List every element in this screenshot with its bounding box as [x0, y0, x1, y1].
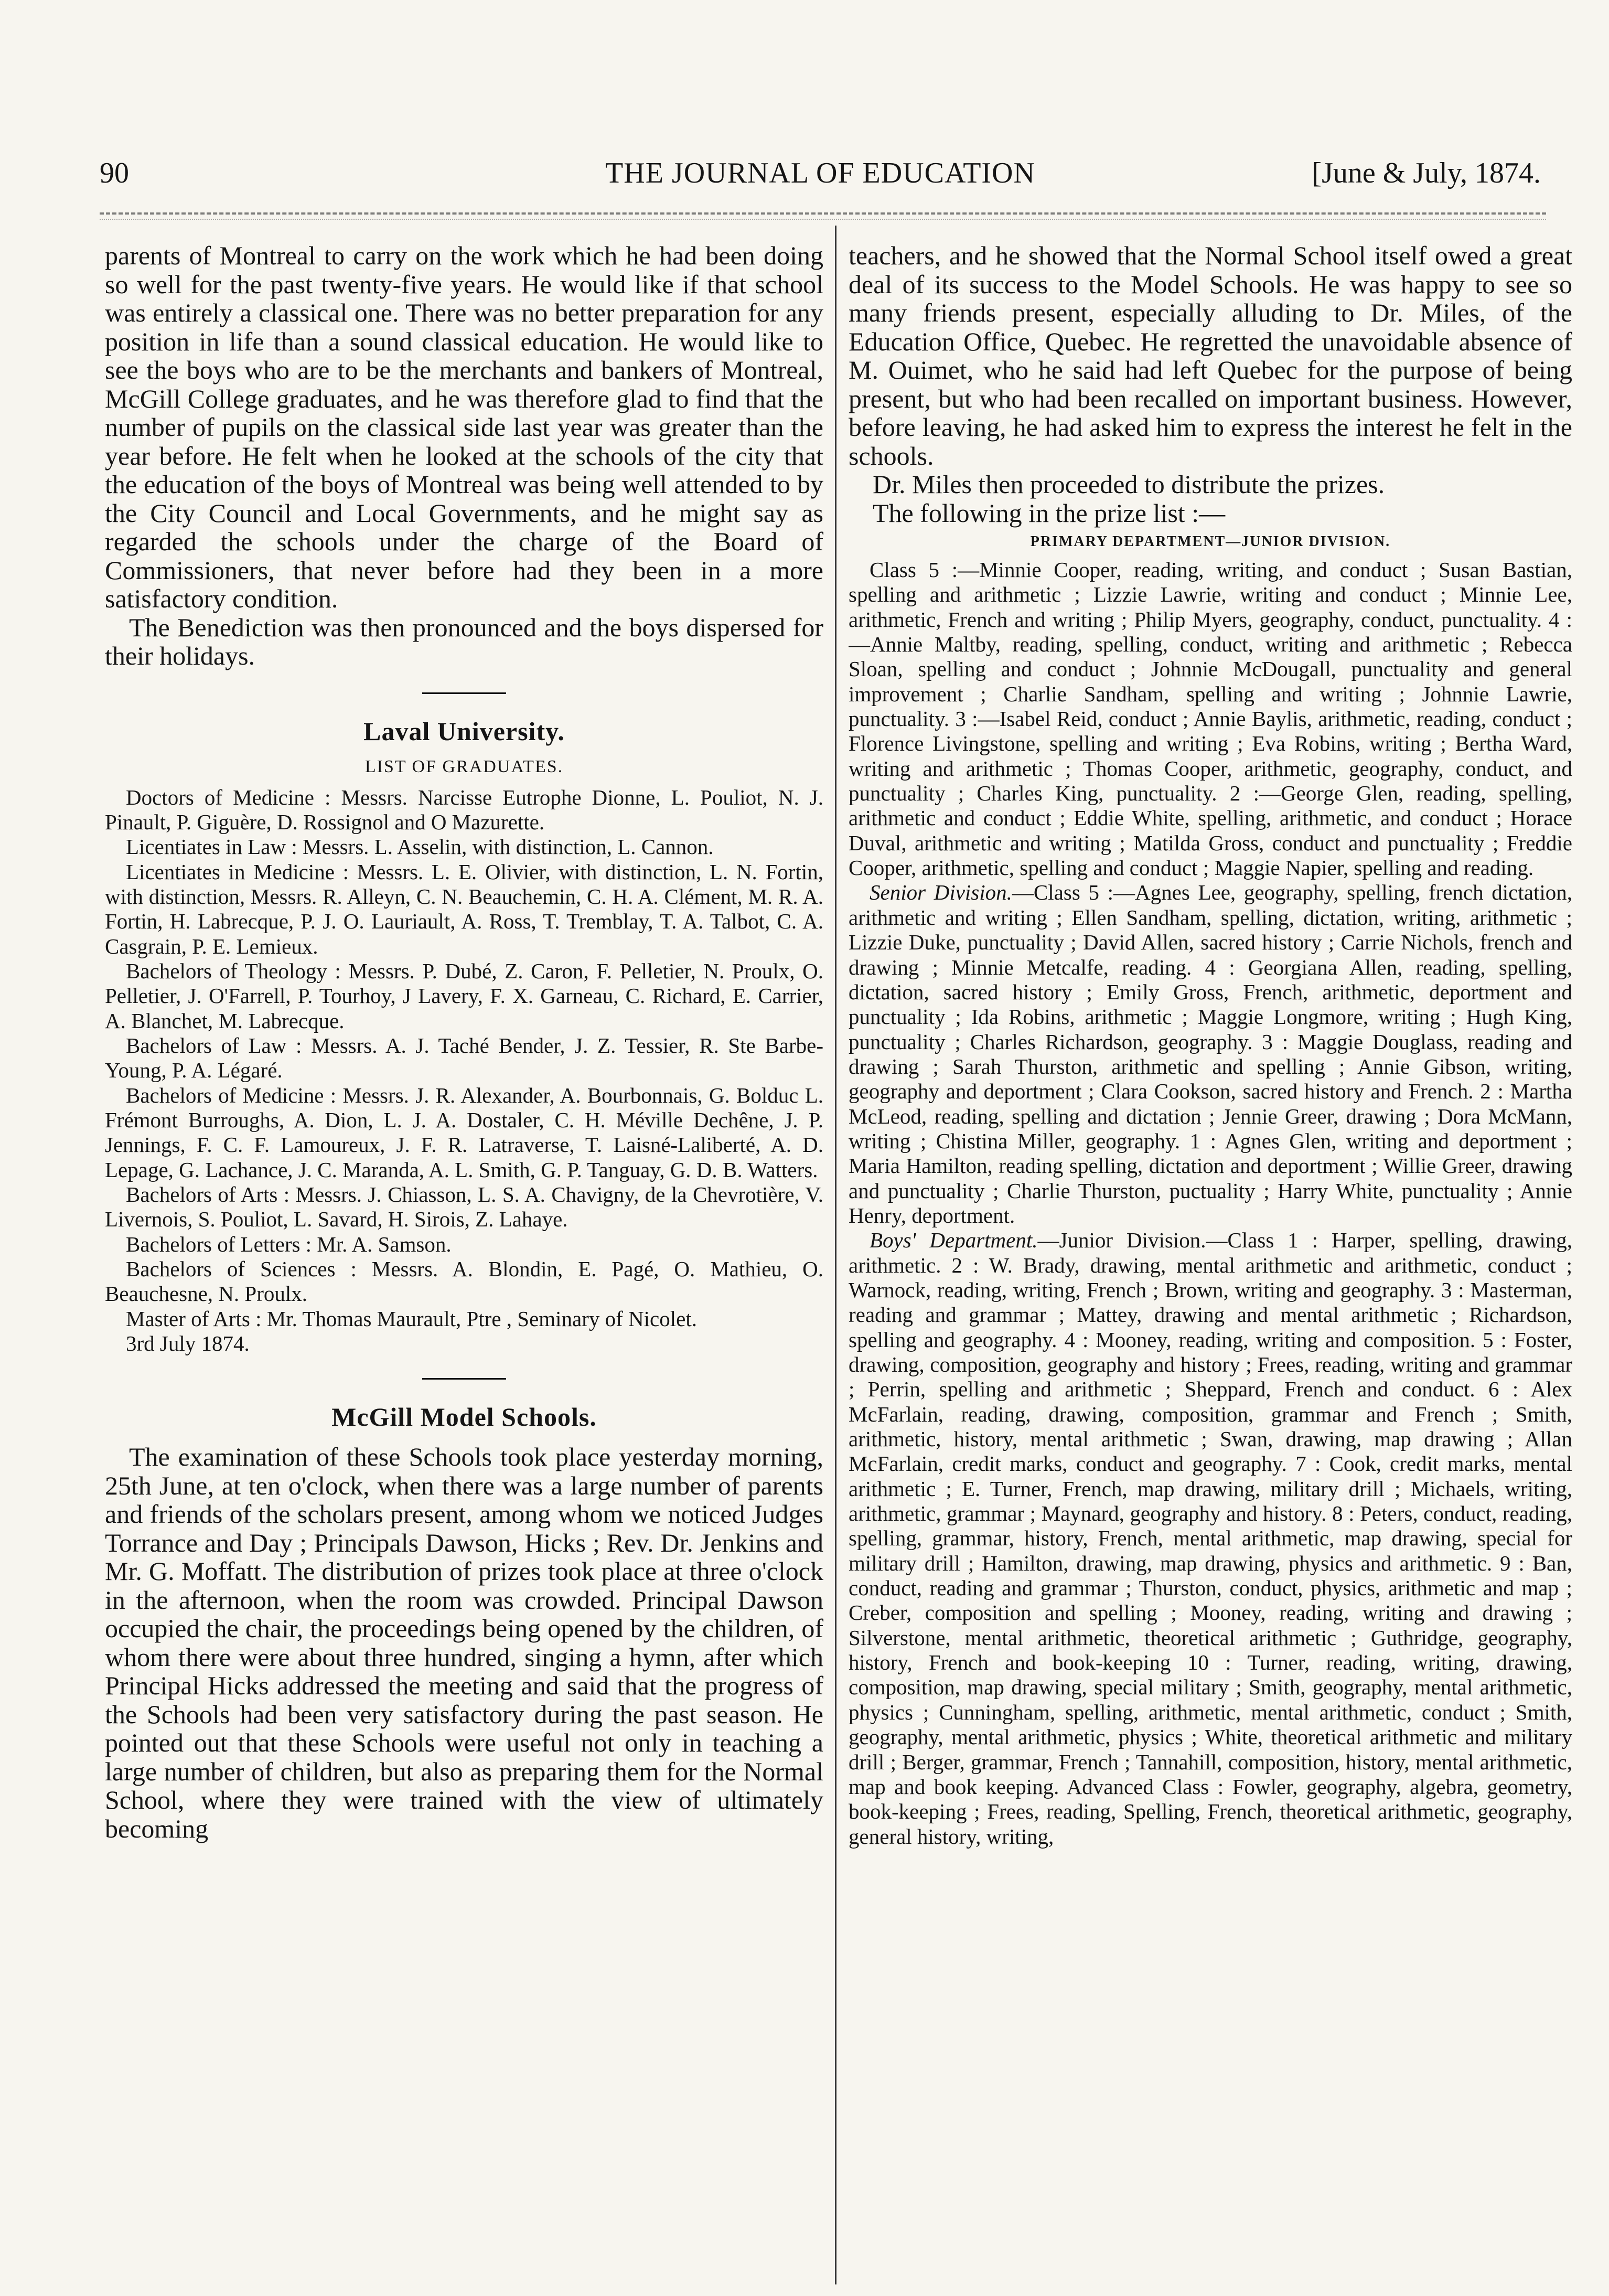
page-header	[100, 149, 1541, 197]
graduates-date: 3rd July 1874.	[126, 1331, 250, 1356]
graduates-entry: Bachelors of Sciences : Messrs. A. Blondin, E. Pagé, O. Mathieu, O. Beauchesne, N. Proulx.	[105, 1257, 823, 1306]
senior-division-text: —Class 5 :—Agnes Lee, geography, spelling, french dictation, arithmetic and writing ; Ellen Sandham, spelling, dictation, writing, arithmetic ; Lizzie Duke, punctuality ; David Allen, sacred history ; Carrie Nichols, french and drawing ; Minnie Metcalfe, reading. 4 : Georgiana Allen, reading, spelling, dictation, sacred history ; Emily Gross, French, arithmetic, deportment and punctuality ; Ida Robins, arithmetic ; Maggie Longmore, writing ; Hugh King, punctuality ; Charles Richardson, geography. 3 : Maggie Douglass, reading and drawing ; Sarah Thurston, arithmetic and spelling ; Annie Gibson, writing, geography and deportment ; Clara Cookson, sacred history and French. 2 : Martha McLeod, reading, spelling and dictation ; Jennie Greer, drawing ; Dora McMann, writing ; Chistina Miller, geography. 1 : Agnes Glen, writing and deportment ; Maria Hamilton, reading spelling, dictation and deportment ; Willie Greer, drawing and punctuality ; Charlie Thurston, puctuality ; Harry White, punctuality ; Annie Henry, deportment.	[849, 880, 1572, 1227]
section-separator	[422, 1378, 506, 1380]
department-heading: PRIMARY DEPARTMENT—JUNIOR DIVISION.	[1030, 533, 1391, 550]
senior-division-label: Senior Division.	[870, 880, 1012, 905]
prize-list-senior	[849, 880, 1572, 1228]
paragraph-benediction: The Benediction was then pronounced and the boys dispersed for their holidays.	[105, 612, 823, 670]
graduates-entry: Bachelors of Law : Messrs. A. J. Taché Bender, J. Z. Tessier, R. Ste Barbe-Young, P. A. Légaré.	[105, 1033, 823, 1083]
mcgill-heading: McGill Model Schools.	[331, 1402, 597, 1432]
graduates-entry: Bachelors of Theology : Messrs. P. Dubé, Z. Caron, F. Pelletier, N. Proulx, O. Pelletier, J. O'Farrell, P. Tourhoy, J Lavery, F. X. Garneau, C. Richard, E. Carrier, A. Blanchet, M. Labrecque.	[105, 958, 823, 1033]
left-column	[105, 241, 823, 2277]
page-number: 90	[100, 157, 129, 189]
prize-list-boys	[849, 1228, 1572, 1849]
column-divider	[835, 226, 836, 2284]
right-column	[849, 241, 1572, 2284]
graduates-entry: Bachelors of Medicine : Messrs. J. R. Alexander, A. Bourbonnais, G. Bolduc L. Frémont Burroughs, A. Dion, L. J. A. Dostaler, C. H. Méville Dechêne, J. P. Jennings, F. C. F. Lamoureux, J. F. R. Latraverse, T. Laisné-Laliberté, A. D. Lepage, G. Lachance, J. C. Maranda, A. L. Smith, G. P. Tanguay, G. D. B. Watters.	[105, 1083, 823, 1182]
graduates-heading: LIST OF GRADUATES.	[364, 756, 564, 776]
boys-department-label: Boys' Department.	[870, 1228, 1038, 1253]
journal-title: THE JOURNAL OF EDUCATION	[605, 157, 1035, 189]
paragraph-teachers: teachers, and he showed that the Normal School itself owed a great deal of its success to the Model Schools. He was happy to see so many friends present, especially alluding to Dr. Miles, of the Education Office, Quebec. He regretted the unavoidable absence of M. Ouimet, who he said had left Quebec for the purpose of being present, but who had been recalled on important business. However, before leaving, he had asked him to express the interest he felt in the schools.	[849, 241, 1572, 471]
graduates-entry: Licentiates in Medicine : Messrs. L. E. Olivier, with distinction, L. N. Fortin, with distinction, Messrs. R. Alleyn, C. N. Beauchemin, C. H. A. Clément, M. R. A. Fortin, H. Labrecque, P. J. O. Lauriault, A. Ross, T. Tremblay, T. A. Talbot, C. A. Casgrain, P. E. Lemieux.	[105, 859, 823, 958]
graduates-entry: Bachelors of Letters : Mr. A. Samson.	[126, 1232, 452, 1256]
paragraph-intro: parents of Montreal to carry on the work which he had been doing so well for the past twenty-five years. He would like if that school was entirely a classical one. There was no better preparation for any position in life than a sound classical education. He would like to see the boys who are to be the merchants and bankers of Montreal, McGill College graduates, and he was therefore glad to find that the number of pupils on the classical side last year was greater than the year before. He felt when he looked at the schools of the city that the education of the boys of Montreal was being well attended to by the City Council and Local Governments, and he might say as regarded the schools under the charge of the Board of Commissioners, that never before had they been in a more satisfactory condition.	[105, 241, 823, 613]
graduates-entry: Bachelors of Arts : Messrs. J. Chiasson, L. S. A. Chavigny, de la Chevrotière, V. Livernois, S. Pouliot, L. Savard, H. Sirois, Z. Lahaye.	[105, 1182, 823, 1232]
header-rule	[100, 212, 1546, 220]
prize-list-junior: Class 5 :—Minnie Cooper, reading, writing, and conduct ; Susan Bastian, spelling and arithmetic ; Lizzie Lawrie, writing and conduct ; Minnie Lee, arithmetic, French and writing ; Philip Myers, geography, conduct, punctuality. 4 :—Annie Maltby, reading, spelling, conduct, writing and arithmetic ; Rebecca Sloan, spelling and conduct ; Johnnie McDougall, punctuality and general improvement ; Charlie Sandham, spelling and writing ; Johnnie Lawrie, punctuality. 3 :—Isabel Reid, conduct ; Annie Baylis, arithmetic, reading, conduct ; Florence Livingstone, spelling and writing ; Eva Robins, writing ; Bertha Ward, writing and arithmetic ; Thomas Cooper, arithmetic, geography, conduct, and punctuality ; Charles King, punctuality. 2 :—George Glen, reading, spelling, arithmetic and conduct ; Eddie White, spelling, arithmetic, and conduct ; Horace Duval, arithmetic and writing ; Matilda Gross, conduct and punctuality ; Freddie Cooper, arithmetic, spelling and conduct ; Maggie Napier, spelling and reading.	[849, 558, 1572, 880]
boys-department-text: —Junior Division.—Class 1 : Harper, spelling, drawing, arithmetic. 2 : W. Brady, drawing, mental arithmetic and arithmetic, conduct ; Warnock, reading, writing, French ; Brown, writing and geography. 3 : Masterman, reading and grammar ; Mattey, drawing and mental arithmetic ; Richardson, spelling and geography. 4 : Mooney, reading, writing and composition. 5 : Foster, drawing, composition, geography and history ; Frees, reading, writing and grammar ; Perrin, spelling and arithmetic ; Sheppard, French and conduct. 6 : Alex McFarlain, reading, drawing, composition, grammar and French ; Smith, arithmetic, history, mental arithmetic ; Swan, drawing, map drawing ; Allan McFarlain, credit marks, conduct and geography. 7 : Cook, credit marks, mental arithmetic ; E. Turner, French, map drawing, military drill ; Michaels, writing, arithmetic, grammar ; Maynard, geography and history. 8 : Peters, conduct, reading, spelling, grammar, history, French, mental arithmetic, map drawing, special for military drill ; Hamilton, drawing, map drawing, physics and arithmetic. 9 : Ban, conduct, reading and grammar ; Thurston, conduct, physics, arithmetic and map ; Creber, composition and spelling ; Mooney, reading, writing and drawing ; Silverstone, mental arithmetic, theoretical arithmetic ; Guthridge, geography, history, French and book-keeping 10 : Turner, reading, writing, drawing, composition, map drawing, special military ; Smith, geography, mental arithmetic, physics ; Cunningham, spelling, arithmetic, mental arithmetic, conduct ; Smith, geography, mental arithmetic, physics ; White, theoretical arithmetic and military drill ; Berger, grammar, French ; Tannahill, composition, history, mental arithmetic, map and book keeping. Advanced Class : Fowler, geography, algebra, geometry, book-keeping ; Frees, reading, Spelling, French, theoretical arithmetic, geography, general history, writing,	[849, 1228, 1572, 1849]
graduates-entry: Master of Arts : Mr. Thomas Maurault, Ptre , Seminary of Nicolet.	[126, 1306, 697, 1331]
issue-date: [June & July, 1874.	[1312, 157, 1541, 189]
graduates-list	[105, 785, 823, 1357]
graduates-entry: Licentiates in Law : Messrs. L. Asselin, with distinction, L. Cannon.	[126, 835, 714, 859]
section-separator	[422, 692, 506, 694]
graduates-entry: Doctors of Medicine : Messrs. Narcisse Eutrophe Dionne, L. Pouliot, N. J. Pinault, P. Giguère, D. Rossignol and O Mazurette.	[105, 785, 823, 834]
paragraph-miles: Dr. Miles then proceeded to distribute the prizes.	[873, 469, 1385, 499]
laval-heading: Laval University.	[363, 716, 565, 746]
paragraph-following: The following in the prize list :—	[873, 498, 1226, 528]
paragraph-mcgill: The examination of these Schools took place yesterday morning, 25th June, at ten o'clock, when there was a large number of parents and friends of the scholars present, among whom we noticed Judges Torrance and Day ; Principals Dawson, Hicks ; Rev. Dr. Jenkins and Mr. G. Moffatt. The distribution of prizes took place at three o'clock in the afternoon, when the room was crowded. Principal Dawson occupied the chair, the proceedings being opened by the children, of whom there were about three hundred, singing a hymn, after which Principal Hicks addressed the meeting and said that the progress of the Schools had been very satisfactory during the past season. He pointed out that these Schools were useful not only in teaching a large number of children, but also as preparing them for the Normal School, where they were trained with the view of ultimately becoming	[105, 1442, 823, 1843]
